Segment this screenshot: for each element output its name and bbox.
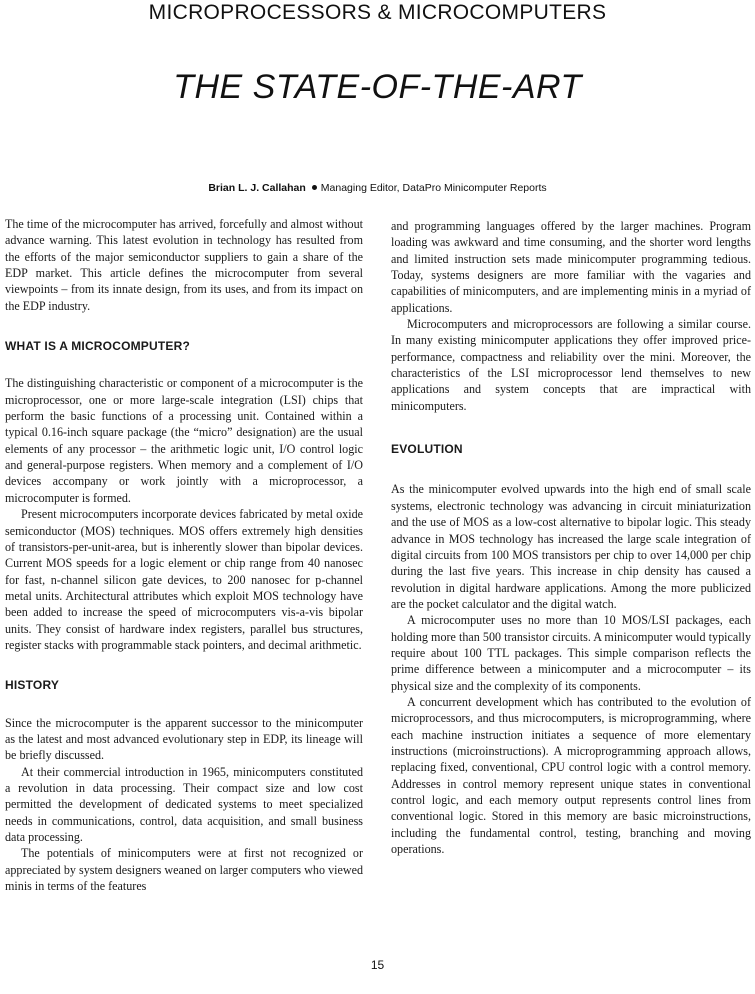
author-role: Managing Editor, DataPro Minicomputer Reports <box>320 182 547 194</box>
section-heading-evolution: EVOLUTION <box>391 442 463 457</box>
paragraph: Since the microcomputer is the apparent successor to the minicomputer as the latest and most advanced evolutionary step in EDP, its lineage will be briefly discussed. <box>5 715 363 763</box>
article-title: THE STATE-OF-THE-ART <box>173 68 582 106</box>
page-number: 15 <box>370 958 385 972</box>
paragraph: and programming languages offered by the larger machines. Program loading was awkward and time consuming, and the shorter word lengths and limited instruction sets made minicomputer programming tedious. Today, systems designers are more familiar with the vagaries and capabilities of minicomputers, and are implementing minis in a myriad of applications. <box>391 219 751 315</box>
byline <box>0 182 755 194</box>
paragraph: A microcomputer uses no more than 10 MOS/LSI packages, each holding more than 500 transistor circuits. A minicomputer would typically require about 100 TTL packages. This simple comparison reflects the prime difference between a minicomputer and a microcomputer – its physical size and the complexity of its components. <box>391 613 751 693</box>
paragraph: The distinguishing characteristic or component of a microcomputer is the microprocessor, one or more large-scale integration (LSI) chips that perform the basic functions of a processing unit. Contained within a typical 0.16-inch square package (the “micro” designation) are the usual elements of any processor – the arithmetic logic unit, I/O control logic and general-purpose registers. When memory and a complement of I/O devices accompany or work jointly with a microprocessor, a microcomputer is formed. <box>5 376 363 505</box>
section-heading-what-is: WHAT IS A MICROCOMPUTER? <box>5 339 191 354</box>
bullet-icon <box>312 185 317 190</box>
intro-paragraph: The time of the microcomputer has arrived, forcefully and almost without advance warning. This latest evolution in technology has resulted from the efforts of the major semiconductor suppliers to gain a share of the EDP market. This article defines the microcomputer from several viewpoints – from its innate design, from its uses, and from its impact on the EDP industry. <box>5 217 363 313</box>
running-header: MICROPROCESSORS & MICROCOMPUTERS <box>148 1 607 24</box>
paragraph: Microcomputers and microprocessors are following a similar course. In many existing minicomputer applications they offer improved price-performance, compactness and reliability over the mini. Moreover, the characteristics of the LSI microprocessor lend themselves to new applications and system concepts that are impractical with minicomputers. <box>391 317 751 413</box>
right-column <box>391 218 751 857</box>
paragraph: The potentials of minicomputers were at first not recognized or appreciated by system designers weaned on larger computers who viewed minis in terms of the features <box>5 846 363 894</box>
paragraph: As the minicomputer evolved upwards into the high end of small scale systems, electronic technology was advancing in circuit miniaturization and the use of MOS as a low-cost alternative to bipolar logic. This steady advance in MOS technology has increased the large scale integration of digital circuits from 100 MOS transistors per chip to over 14,000 per chip during the last five years. This increase in chip density has caused a revolution in digital hardware applications. Among the more publicized are the pocket calculator and the digital watch. <box>391 482 751 611</box>
paragraph: A concurrent development which has contributed to the evolution of microprocessors, and thus microcomputers, is microprogramming, where each machine instruction initiates a sequence of more elementary instructions (microinstructions). A microprogramming approach allows, replacing fixed, conventional, CPU control logic with a control memory. Addresses in control memory represent unique states in conventional control logic, and each memory output represents control lines from conventional logic. Stored in this memory are basic microinstructions, including the fundamental control, testing, branching and moving operations. <box>391 694 751 857</box>
left-column <box>5 216 363 894</box>
section-heading-history: HISTORY <box>5 678 60 693</box>
paragraph: At their commercial introduction in 1965, minicomputers constituted a revolution in data processing. Their compact size and low cost permitted the development of dedicated systems to meet specialized needs in communications, control, data acquisition, and small business data processing. <box>5 764 363 844</box>
paragraph: Present microcomputers incorporate devices fabricated by metal oxide semiconductor (MOS) techniques. MOS offers extremely high densities of transistors-per-unit-area, but is inherently slower than bipolar devices. Current MOS speeds for a logic element or chip range from 40 nanosec for fast, n-channel silicon gate devices, to 200 nanosec for p-channel metal units. Architectural attributes which exploit MOS technology have been added to increase the speed of microcomputers vis-a-vis bipolar units. They consist of hardware index registers, parallel bus structures, register stacks with programmable stack pointers, and decimal arithmetic. <box>5 507 363 652</box>
author-name: Brian L. J. Callahan <box>208 182 306 194</box>
